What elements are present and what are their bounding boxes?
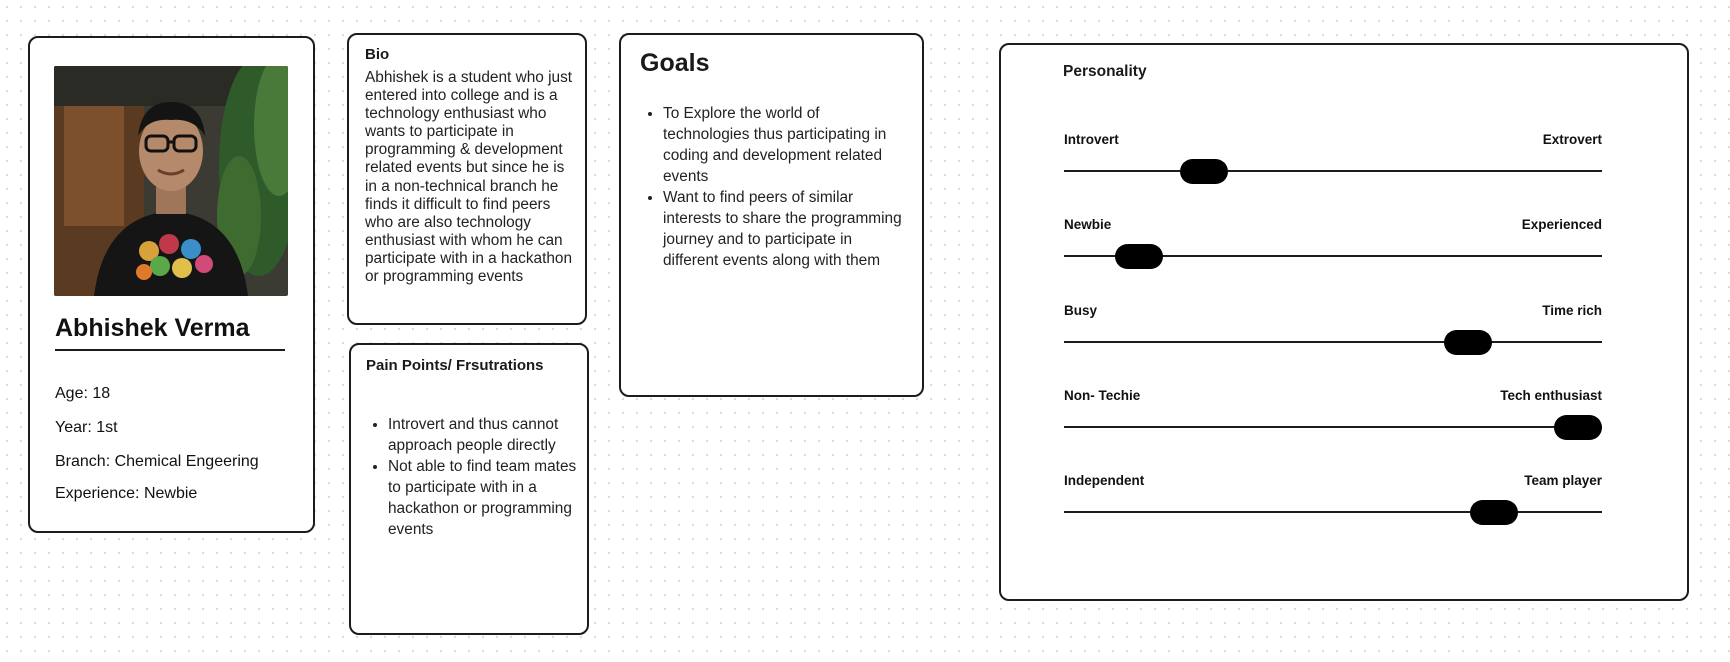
person-photo-icon: [54, 66, 288, 296]
profile-name: Abhishek Verma: [55, 314, 285, 351]
trait-techie: [1064, 388, 1602, 443]
trait-right-label: Extrovert: [1542, 132, 1602, 147]
trait-left-label: Non- Techie: [1064, 388, 1141, 403]
pain-points-list: [366, 414, 588, 540]
personality-card: [999, 43, 1689, 601]
slider-track[interactable]: [1064, 341, 1602, 343]
trait-independent-team-player: [1064, 473, 1602, 528]
trait-left-label: Busy: [1064, 303, 1098, 318]
list-item: • To Explore the world of technologies thus participating in coding and development related events: [663, 103, 903, 187]
slider-track[interactable]: [1064, 170, 1602, 172]
trait-right-label: Team player: [1524, 473, 1602, 488]
bio-text: Abhishek is a student who just entered into college and is a technology enthusiast who wants to participate in programming & development related events but since he is in a non-technical branch he finds it difficult to find peers who are also technology enthusiast with whom he can participate with in a hackathon or programming events: [365, 69, 573, 286]
trait-newbie-experienced: [1064, 217, 1602, 272]
profile-experience: Experience: Newbie: [55, 485, 198, 502]
slider-track[interactable]: [1064, 511, 1602, 513]
profile-age: Age: 18: [55, 385, 111, 402]
trait-introvert-extrovert: [1064, 132, 1602, 187]
list-item: • Not able to find team mates to participate with in a hackathon or programming events: [388, 456, 588, 540]
list-item: • Want to find peers of similar interests to share the programming journey and to participate in different events along with them: [663, 187, 903, 271]
slider-track[interactable]: [1064, 426, 1602, 428]
pain-points-heading: Pain Points/ Frsutrations: [366, 357, 544, 374]
slider-thumb[interactable]: [1115, 244, 1163, 269]
profile-branch: Branch: Chemical Engeering: [55, 453, 259, 470]
trait-right-label: Time rich: [1542, 303, 1602, 318]
trait-right-label: Experienced: [1521, 217, 1602, 232]
list-item: • Introvert and thus cannot approach people directly: [388, 414, 588, 456]
bio-card: [347, 33, 587, 325]
trait-left-label: Independent: [1064, 473, 1145, 488]
goals-list: [641, 103, 903, 271]
goals-heading: Goals: [640, 49, 710, 77]
trait-right-label: Tech enthusiast: [1500, 388, 1602, 403]
pain-points-card: [349, 343, 589, 635]
slider-thumb[interactable]: [1180, 159, 1228, 184]
trait-left-label: Newbie: [1064, 217, 1112, 232]
personality-heading: Personality: [1063, 63, 1147, 80]
trait-left-label: Introvert: [1064, 132, 1119, 147]
slider-thumb[interactable]: [1554, 415, 1602, 440]
trait-busy-time-rich: [1064, 303, 1602, 358]
goals-card: [619, 33, 924, 397]
profile-year: Year: 1st: [55, 419, 118, 436]
slider-thumb[interactable]: [1444, 330, 1492, 355]
bio-heading: Bio: [365, 46, 390, 63]
profile-card: [28, 36, 315, 533]
profile-photo: [54, 66, 288, 296]
slider-thumb[interactable]: [1470, 500, 1518, 525]
